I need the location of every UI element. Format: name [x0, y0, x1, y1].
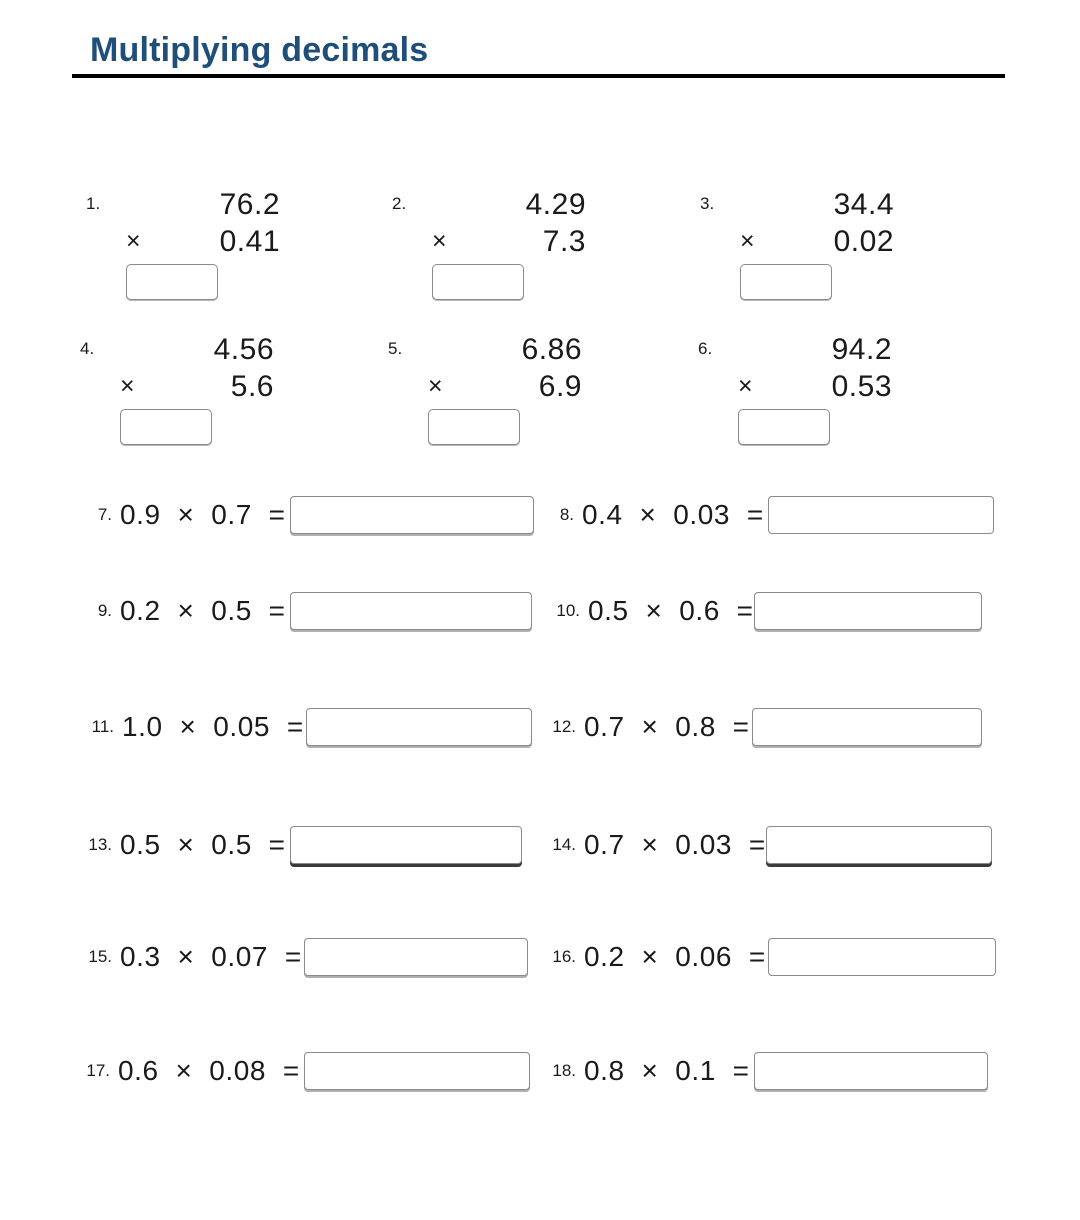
problem-number: 15. [88, 947, 112, 966]
problem-expression: 0.2 × 0.06 = [584, 941, 766, 972]
problem-11 [80, 704, 532, 750]
answer-box[interactable] [290, 826, 522, 864]
problem-expression: 0.9 × 0.7 = [120, 499, 286, 530]
problem-8 [540, 492, 994, 538]
operand-top: 4.56 [213, 333, 274, 366]
operand-bottom-line [734, 223, 894, 260]
answer-box[interactable] [306, 708, 532, 746]
problem-number: 12. [552, 717, 576, 736]
worksheet-header [72, 28, 1005, 78]
problem-operands [114, 331, 274, 445]
answer-box[interactable] [740, 264, 832, 300]
problem-15 [78, 934, 528, 980]
problem-operands [422, 331, 582, 445]
problem-number: 14. [552, 835, 576, 854]
problem-9 [78, 588, 532, 634]
problem-18 [542, 1048, 988, 1094]
problem-operands [732, 331, 892, 445]
multiply-operator-icon: × [428, 372, 444, 400]
answer-box[interactable] [768, 938, 996, 976]
problem-expression: 0.2 × 0.5 = [120, 595, 286, 626]
answer-box[interactable] [428, 409, 520, 445]
operand-bottom-line [426, 223, 586, 260]
operand-bottom-line [732, 368, 892, 405]
problem-number: 9. [97, 601, 112, 620]
problem-12 [542, 704, 982, 750]
multiply-operator-icon: × [432, 227, 448, 255]
problem-number: 13. [88, 835, 112, 854]
problem-expression: 0.7 × 0.8 = [584, 711, 750, 742]
horizontal-problems-row-7-8 [0, 492, 1080, 542]
problem-number: 4. [80, 339, 95, 358]
problem-number: 6. [698, 339, 713, 358]
multiply-operator-icon: × [740, 227, 756, 255]
operand-bottom: 6.9 [538, 370, 582, 403]
horizontal-problems-row-11-12 [0, 704, 1080, 754]
problem-expression: 0.7 × 0.03 = [584, 829, 766, 860]
operand-bottom: 0.02 [833, 225, 894, 258]
problem-number: 1. [86, 194, 101, 213]
answer-box[interactable] [126, 264, 218, 300]
problem-expression: 0.8 × 0.1 = [584, 1055, 750, 1086]
operand-bottom: 7.3 [542, 225, 586, 258]
operand-top: 34.4 [833, 188, 894, 221]
answer-box[interactable] [290, 496, 534, 534]
title-divider [72, 74, 1005, 78]
problem-expression: 0.3 × 0.07 = [120, 941, 302, 972]
horizontal-problems-row-9-10 [0, 588, 1080, 638]
answer-box[interactable] [120, 409, 212, 445]
problem-number: 10. [556, 601, 580, 620]
answer-box[interactable] [738, 409, 830, 445]
problem-number: 11. [91, 717, 114, 736]
multiply-operator-icon: × [738, 372, 754, 400]
problem-7 [78, 492, 534, 538]
operand-bottom: 0.53 [831, 370, 892, 403]
answer-box[interactable] [754, 1052, 988, 1090]
problem-expression: 0.5 × 0.5 = [120, 829, 286, 860]
problem-number: 17. [86, 1061, 110, 1080]
operand-bottom-line [114, 368, 274, 405]
problem-expression: 0.5 × 0.6 = [588, 595, 754, 626]
problem-number: 5. [388, 339, 403, 358]
multiply-operator-icon: × [126, 227, 142, 255]
operand-bottom: 0.41 [219, 225, 280, 258]
answer-box[interactable] [768, 496, 994, 534]
operand-bottom-line [422, 368, 582, 405]
problem-number: 16. [552, 947, 576, 966]
problem-expression: 1.0 × 0.05 = [122, 711, 304, 742]
problem-number: 18. [552, 1061, 576, 1080]
horizontal-problems-row-13-14 [0, 822, 1080, 872]
problem-number: 7. [97, 505, 112, 524]
horizontal-problems-row-15-16 [0, 934, 1080, 984]
problem-operands [734, 186, 894, 300]
operand-top: 4.29 [525, 188, 586, 221]
problem-number: 2. [392, 194, 407, 213]
answer-box[interactable] [766, 826, 992, 864]
answer-box[interactable] [304, 938, 528, 976]
problem-17 [76, 1048, 530, 1094]
operand-top: 76.2 [219, 188, 280, 221]
multiply-operator-icon: × [120, 372, 136, 400]
answer-box[interactable] [754, 592, 982, 630]
problem-16 [542, 934, 996, 980]
answer-box[interactable] [752, 708, 982, 746]
problem-number: 8. [559, 505, 574, 524]
horizontal-problems-row-17-18 [0, 1048, 1080, 1098]
problem-13 [78, 822, 522, 868]
problem-number: 3. [700, 194, 715, 213]
operand-bottom: 5.6 [230, 370, 274, 403]
answer-box[interactable] [432, 264, 524, 300]
problem-expression: 0.4 × 0.03 = [582, 499, 764, 530]
page-title: Multiplying decimals [90, 31, 429, 69]
problem-14 [542, 822, 992, 868]
problem-10 [546, 588, 982, 634]
operand-top: 6.86 [521, 333, 582, 366]
problem-operands [426, 186, 586, 300]
answer-box[interactable] [290, 592, 532, 630]
problem-expression: 0.6 × 0.08 = [118, 1055, 300, 1086]
operand-top: 94.2 [831, 333, 892, 366]
operand-bottom-line [120, 223, 280, 260]
problem-operands [120, 186, 280, 300]
answer-box[interactable] [304, 1052, 530, 1090]
